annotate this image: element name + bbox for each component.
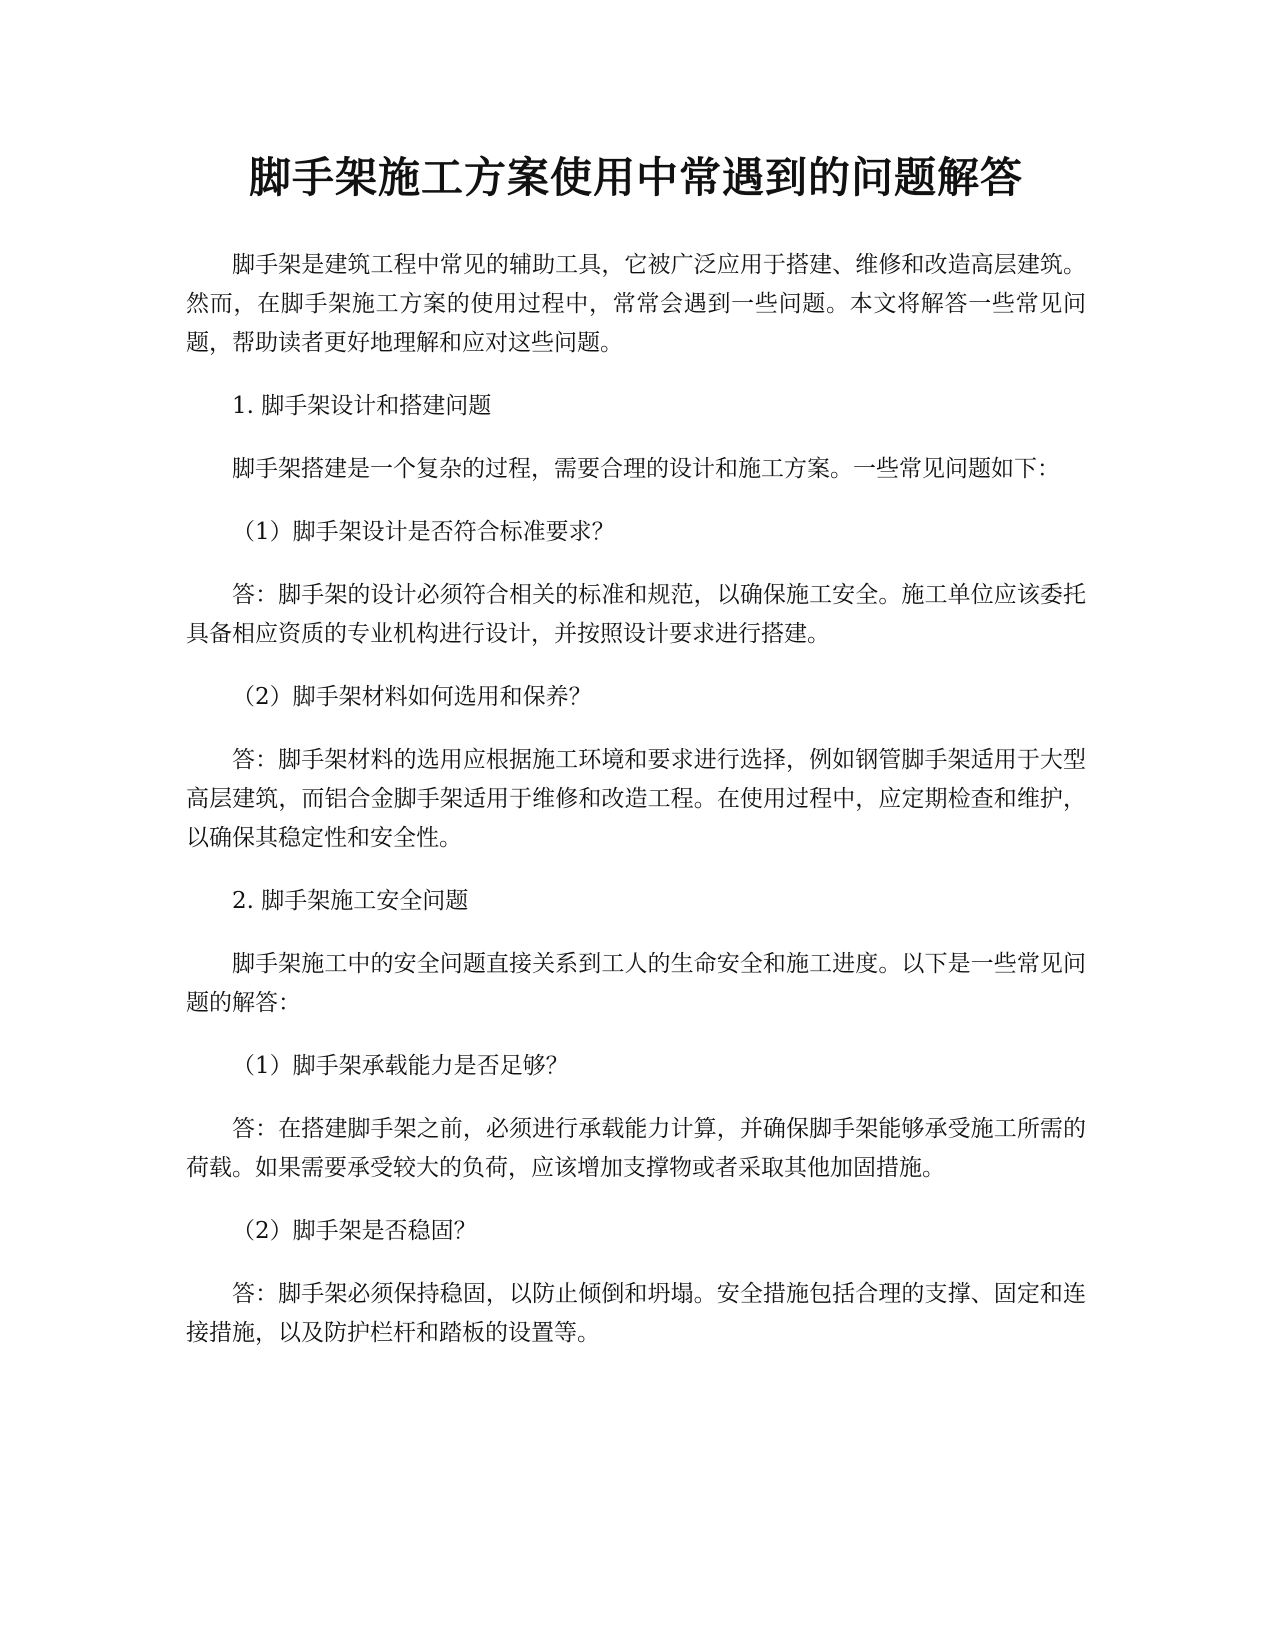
intro-paragraph: 脚手架是建筑工程中常见的辅助工具，它被广泛应用于搭建、维修和改造高层建筑。然而，在脚手架施工方案的使用过程中，常常会遇到一些问题。本文将解答一些常见问题，帮助读者更好地理解和应对这些问题。: [186, 252, 1086, 356]
question: （2）脚手架材料如何选用和保养？: [232, 684, 592, 710]
answer: 答：在搭建脚手架之前，必须进行承载能力计算，并确保脚手架能够承受施工所需的荷载。如果需要承受较大的负荷，应该增加支撑物或者采取其他加固措施。: [186, 1116, 1086, 1181]
question: （1）脚手架设计是否符合标准要求？: [232, 519, 615, 545]
section-intro: 脚手架搭建是一个复杂的过程，需要合理的设计和施工方案。一些常见问题如下：: [232, 456, 1060, 482]
answer: 答：脚手架的设计必须符合相关的标准和规范，以确保施工安全。施工单位应该委托具备相应资质的专业机构进行设计，并按照设计要求进行搭建。: [186, 582, 1086, 647]
answer: 答：脚手架材料的选用应根据施工环境和要求进行选择，例如钢管脚手架适用于大型高层建筑，而铝合金脚手架适用于维修和改造工程。在使用过程中，应定期检查和维护，以确保其稳定性和安全性。: [186, 747, 1086, 851]
section-heading: 2. 脚手架施工安全问题: [232, 888, 469, 914]
answer: 答：脚手架必须保持稳固，以防止倾倒和坍塌。安全措施包括合理的支撑、固定和连接措施，以及防护栏杆和踏板的设置等。: [186, 1281, 1086, 1346]
document-title: 脚手架施工方案使用中常遇到的问题解答: [248, 153, 1023, 202]
section-intro: 脚手架施工中的安全问题直接关系到工人的生命安全和施工进度。以下是一些常见问题的解答：: [186, 951, 1086, 1016]
question: （2）脚手架是否稳固？: [232, 1218, 477, 1244]
section-1: [186, 387, 1086, 858]
document-page: [186, 150, 1086, 1377]
question: （1）脚手架承载能力是否足够？: [232, 1053, 569, 1079]
section-2: [186, 882, 1086, 1353]
section-heading: 1. 脚手架设计和搭建问题: [232, 393, 492, 419]
